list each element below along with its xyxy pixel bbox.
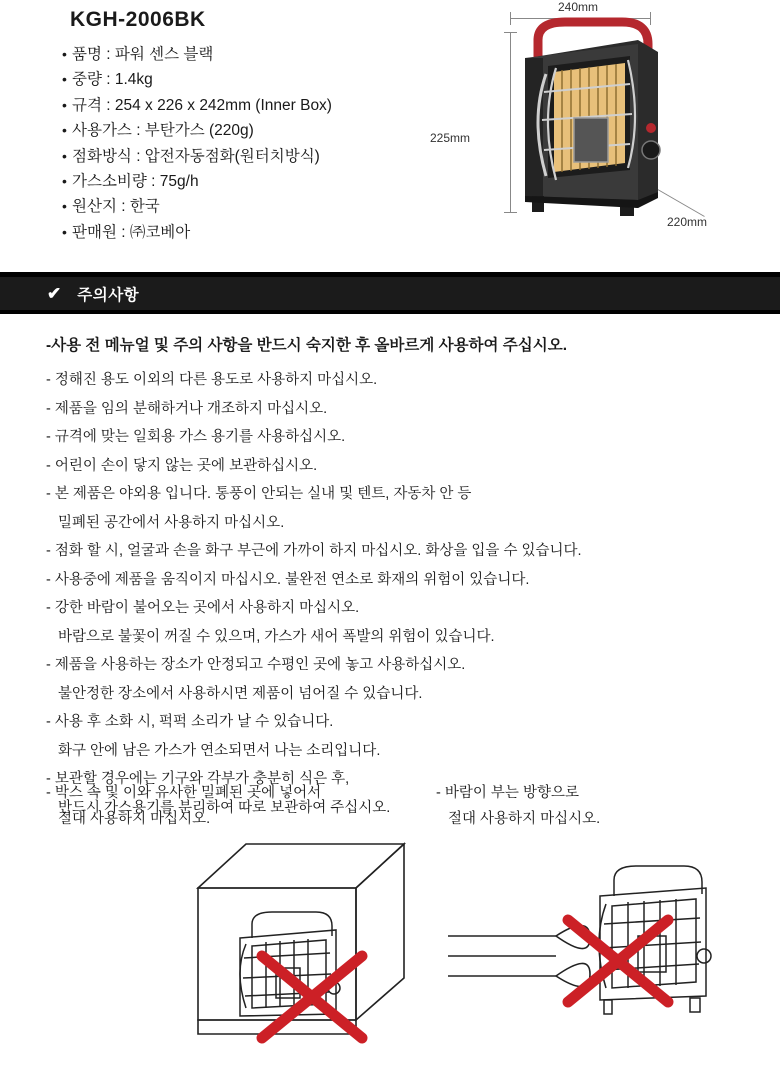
warning-item: [46, 480, 780, 537]
product-spec-list: [62, 42, 332, 245]
caption-main: - 바람이 부는 방향으로: [436, 785, 579, 801]
bullet-icon: •: [62, 46, 67, 62]
spec-item-text: 점화방식 : 압전자동점화(원터치방식): [72, 147, 320, 165]
warning-item-main: - 강한 바람이 불어오는 곳에서 사용하지 마십시오.: [46, 600, 360, 616]
warning-item: [46, 537, 780, 566]
dimension-label-width: 240mm: [558, 0, 599, 14]
warning-item-main: - 규격에 맞는 일회용 가스 용기를 사용하십시오.: [46, 429, 346, 445]
bullet-icon: •: [62, 223, 67, 240]
bullet-icon: •: [62, 71, 67, 88]
warning-item: [46, 423, 780, 452]
bullet-icon: •: [62, 173, 67, 190]
warning-item: [46, 651, 780, 708]
caption-wind-direction: [436, 780, 600, 832]
caption-enclosed-space: [46, 780, 321, 832]
warning-item-main: - 제품을 사용하는 장소가 안정되고 수평인 곳에 놓고 사용하십시오.: [46, 657, 466, 673]
heater-product-image: [470, 0, 770, 250]
spec-item: [62, 67, 332, 92]
warning-item-sub: 화구 안에 남은 가스가 연소되면서 나는 소리입니다.: [58, 742, 381, 759]
warning-item: [46, 566, 780, 595]
warning-item-main: - 보관할 경우에는 기구와 각부가 충분히 식은 후,: [46, 771, 350, 787]
bullet-icon: •: [62, 198, 67, 215]
spec-item: [62, 194, 332, 219]
product-model-title: KGH-2006BK: [70, 8, 206, 31]
caption-sub: 절대 사용하지 마십시오.: [58, 811, 211, 827]
product-spec-section: [0, 0, 780, 270]
product-photo-figure: [430, 0, 770, 260]
dimension-label-height: 225mm: [430, 131, 471, 145]
caption-sub: 절대 사용하지 마십시오.: [448, 811, 601, 827]
warning-item-main: - 점화 할 시, 얼굴과 손을 화구 부근에 가까이 하지 마십시오. 화상을 입을 수 있습니다.: [46, 543, 582, 559]
spec-item-text: 판매원 : ㈜코베아: [72, 223, 191, 241]
spec-item: [62, 42, 332, 67]
warning-item-sub: 불안정한 장소에서 사용하시면 제품이 넘어질 수 있습니다.: [58, 685, 423, 702]
dimension-label-depth: 220mm: [667, 215, 708, 229]
warning-headline: -사용 전 메뉴얼 및 주의 사항을 반드시 숙지한 후 올바르게 사용하여 주십시오.: [46, 337, 568, 354]
bullet-icon: •: [62, 122, 67, 139]
spec-item: [62, 220, 332, 245]
warning-item-main: - 제품을 임의 분해하거나 개조하지 마십시오.: [46, 400, 328, 417]
warning-list: [0, 366, 780, 822]
spec-item: [62, 169, 332, 194]
caution-header-title: 주의사항: [77, 286, 140, 304]
spec-item: [62, 118, 332, 143]
warning-item-main: - 사용 후 소화 시, 퍽퍽 소리가 날 수 있습니다.: [46, 714, 334, 730]
caption-main: - 박스 속 및 이와 유사한 밀폐된 곳에 넣어서: [46, 785, 322, 801]
bullet-icon: •: [62, 96, 67, 113]
warning-item-main: - 본 제품은 야외용 입니다. 통풍이 안되는 실내 및 텐트, 자동차 안 등: [46, 486, 472, 502]
warning-item-main: - 정해진 용도 이외의 다른 용도로 사용하지 마십시오.: [46, 372, 378, 388]
caution-header-bar: [0, 277, 780, 310]
warning-section: [0, 332, 780, 822]
spec-item-text: 가스소비량 : 75g/h: [72, 173, 199, 191]
warning-item-sub: 바람으로 불꽃이 꺼질 수 있으며, 가스가 새어 폭발의 위험이 있습니다.: [58, 628, 495, 645]
warning-item: [46, 452, 780, 481]
section-divider-bottom: [0, 310, 780, 314]
prohibition-illustrations: [0, 828, 780, 1078]
warning-item-main: - 사용중에 제품을 움직이지 마십시오. 불완전 연소로 화재의 위험이 있습니다.: [46, 571, 530, 588]
warning-item-sub: 반드시 가스용기를 분리하여 따로 보관하여 주십시오.: [58, 799, 391, 816]
check-icon: ✔: [47, 284, 62, 303]
illustration-wind-heater: [448, 866, 711, 1014]
prohibition-cross-right: [568, 920, 668, 1002]
spec-item-text: 사용가스 : 부탄가스 (220g): [72, 122, 254, 140]
illustration-svg: [0, 828, 780, 1078]
warning-item-main: - 어린이 손이 닿지 않는 곳에 보관하십시오.: [46, 457, 318, 474]
illustration-box-heater: [198, 844, 404, 1038]
bullet-icon: •: [62, 147, 67, 164]
prohibition-cross-left: [262, 956, 362, 1038]
spec-item-text: 원산지 : 한국: [72, 198, 160, 216]
warning-item: [46, 594, 780, 651]
spec-item-text: 중량 : 1.4kg: [72, 71, 153, 89]
spec-item-text: 규격 : 254 x 226 x 242mm (Inner Box): [72, 96, 332, 114]
warning-item: [46, 708, 780, 765]
spec-item: [62, 144, 332, 169]
warning-item: [46, 366, 780, 395]
warning-item-sub: 밀폐된 공간에서 사용하지 마십시오.: [58, 514, 285, 531]
spec-item: [62, 93, 332, 118]
spec-item-text: 품명 : 파워 센스 블랙: [72, 46, 214, 63]
warning-item: [46, 395, 780, 424]
